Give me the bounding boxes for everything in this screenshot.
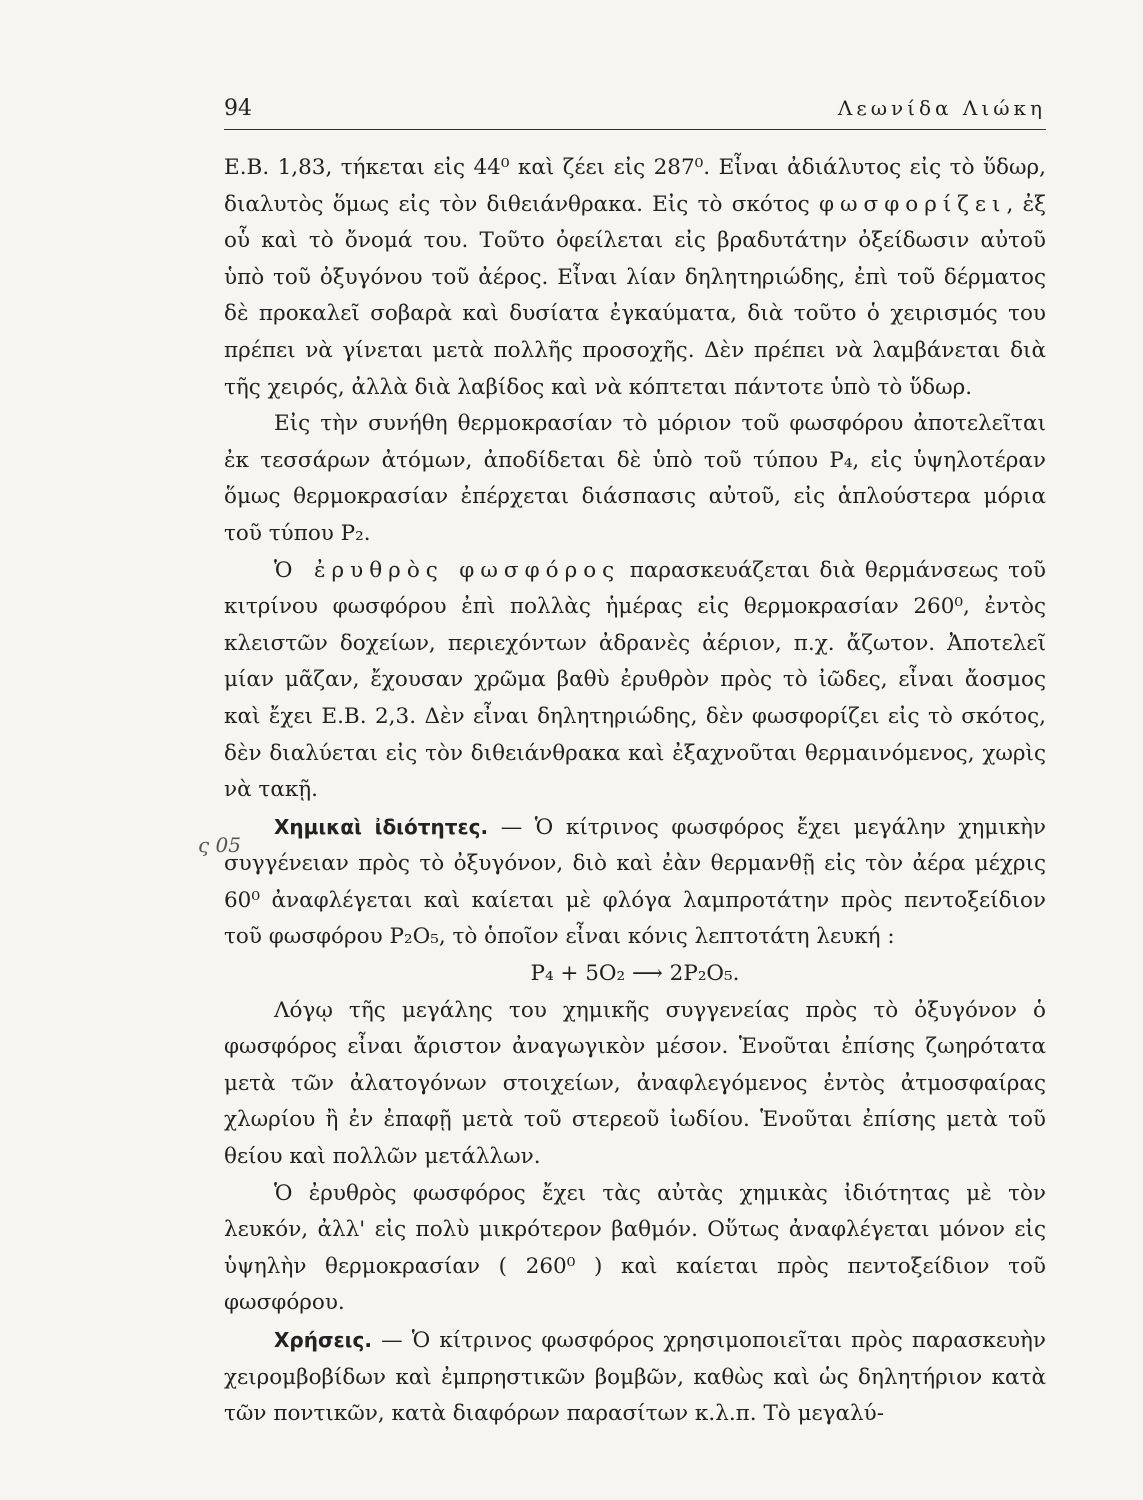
body-text: [224, 150, 1046, 1433]
page-header: [224, 96, 1046, 130]
section-heading: Χημικαὶ ἰδιότητες.: [274, 814, 489, 839]
spaced-emphasis: φωσφορίζει: [818, 191, 1007, 217]
margin-annotation: ς 05: [198, 833, 242, 857]
paragraph-reducing-agent: Λόγῳ τῆς μεγάλης του χημικῆς συγγενείας πρὸς τὸ ὀξυγόνον ὁ φωσφόρος εἶναι ἄριστον ἀναγωγικὸν μέσον. Ἑνοῦται ἐπίσης ζωηρότατα μετὰ τῶν ἀλατογόνων στοιχείων, ἀναφλεγόμενος ἐντὸς ἀτμοσφαίρας χλωρίου ἢ ἐν ἐπαφῇ μετὰ τοῦ στερεοῦ ἰωδίου. Ἑνοῦται ἐπίσης μετὰ τοῦ θείου καὶ πολλῶν μετάλλων.: [224, 997, 1046, 1170]
section-heading: Χρήσεις.: [274, 1328, 372, 1352]
paragraph-molecule: Εἰς τὴν συνήθη θερμοκρασίαν τὸ μόριον τοῦ φωσφόρου ἀποτελεῖται ἐκ τεσσάρων ἀτόμων, ἀποδίδεται δὲ ὑπὸ τοῦ τύπου P₄, εἰς ὑψηλοτέραν ὅμως θερμοκρασίαν ἐπέρχεται διάσπασις αὐτοῦ, εἰς ἁπλούστερα μόρια τοῦ τύπου P₂.: [224, 411, 1046, 546]
running-title: Λεωνίδα Λιώκη: [837, 96, 1046, 120]
paragraph-text: — Ὁ κίτρινος φωσφόρος ἔχει μεγάλην χημικὴν συγγένειαν πρὸς τὸ ὀξυγόνον, διὸ καὶ ἐὰν θερμανθῇ εἰς τὸν ἀέρα μέχρις 60⁰ ἀναφλέγεται καὶ καίεται μὲ φλόγα λαμπροτάτην πρὸς πεντοξείδιον τοῦ φωσφόρου P₂O₅, τὸ ὁποῖον εἶναι κόνις λεπτοτάτη λευκή :: [224, 814, 1046, 950]
page-number: 94: [224, 96, 252, 121]
paragraph-text: Ε.Β. 1,83, τήκεται εἰς 44⁰ καὶ ζέει εἰς 287⁰. Εἶναι ἀδιάλυτος εἰς τὸ ὕδωρ, διαλυτὸς ὅμως εἰς τὸν διθειάνθρακα. Εἰς τὸ σκότος: [224, 155, 1046, 217]
chemical-equation: P₄ + 5O₂ ⟶ 2P₂O₅.: [530, 961, 740, 987]
spaced-emphasis: Ὁ ἐρυθρὸς φωσφόρος: [274, 557, 621, 583]
paragraph-red-properties: Ὁ ἐρυθρὸς φωσφόρος ἔχει τὰς αὐτὰς χημικὰς ἰδιότητας μὲ τὸν λευκόν, ἀλλ' εἰς πολὺ μικρότερον βαθμόν. Οὕτως ἀναφλέγεται μόνον εἰς ὑψηλὴν θερμοκρασίαν ( 260⁰ ) καὶ καίεται πρὸς πεντοξείδιον τοῦ φωσφόρου.: [224, 1180, 1046, 1316]
paragraph-uses: [224, 1322, 1046, 1433]
paragraph-text: — Ὁ κίτρινος φωσφόρος χρησιμοποιεῖται πρὸς παρασκευὴν χειρομβοβίδων καὶ ἐμπρηστικῶν βομβῶν, καθὼς καὶ ὡς δηλητήριον κατὰ τῶν ποντικῶν, κατὰ διαφόρων παρασίτων κ.λ.π. Τὸ μεγαλύ-: [224, 1328, 1046, 1427]
paragraph-text: παρασκευάζεται διὰ θερμάνσεως τοῦ κιτρίνου φωσφόρου ἐπὶ πολλὰς ἡμέρας εἰς θερμοκρασίαν 260⁰, ἐντὸς κλειστῶν δοχείων, περιεχόντων ἀδρανὲς ἀέριον, π.χ. ἄζωτον. Ἀποτελεῖ μίαν μᾶζαν, ἔχουσαν χρῶμα βαθὺ ἐρυθρὸν πρὸς τὸ ἰῶδες, εἶναι ἄοσμος καὶ ἔχει Ε.Β. 2,3. Δὲν εἶναι δηλητηριώδης, δὲν φωσφορίζει εἰς τὸ σκότος, δὲν διαλύεται εἰς τὸν διθειάνθρακα καὶ ἐξαχνοῦται θερμαινόμενος, χωρὶς νὰ τακῇ.: [224, 557, 1046, 803]
paragraph-properties: [224, 150, 1046, 406]
paragraph-red-phosphorus: [224, 553, 1046, 809]
paragraph-chemical-properties: [224, 809, 1046, 956]
paragraph-text: , ἐξ οὗ καὶ τὸ ὄνομά του. Τοῦτο ὀφείλεται εἰς βραδυτάτην ὀξείδωσιν αὐτοῦ ὑπὸ τοῦ ὀξυγόνου τοῦ ἀέρος. Εἶναι λίαν δηλητηριώδης, ἐπὶ τοῦ δέρματος δὲ προκαλεῖ σοβαρὰ καὶ δυσίατα ἐγκαύματα, διὰ τοῦτο ὁ χειρισμός του πρέπει νὰ γίνεται μετὰ πολλῆς προσοχῆς. Δὲν πρέπει νὰ λαμβάνεται διὰ τῆς χειρός, ἀλλὰ διὰ λαβίδος καὶ νὰ κόπτεται πάντοτε ὑπὸ τὸ ὕδωρ.: [224, 191, 1046, 400]
